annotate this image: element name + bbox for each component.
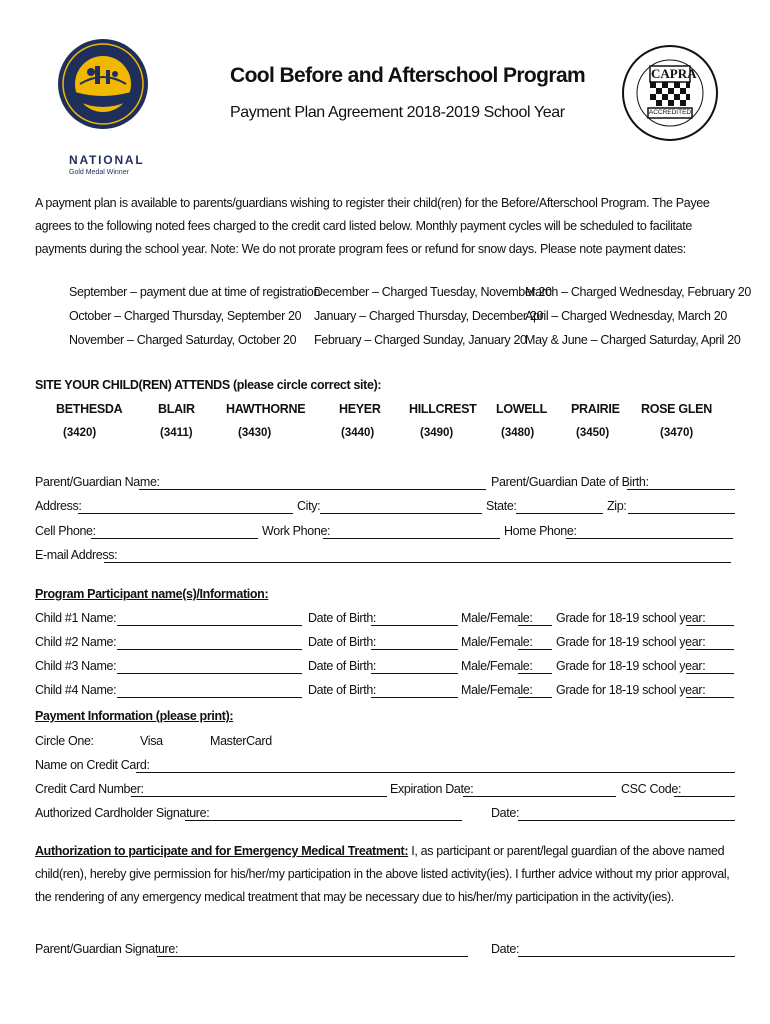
guardian-signature-date-field[interactable]	[518, 956, 735, 957]
work-phone-field[interactable]	[323, 538, 500, 539]
address-field[interactable]	[78, 513, 293, 514]
site-code: (3420)	[63, 427, 97, 439]
child-dob-label: Date of Birth:	[308, 659, 377, 673]
site-code: (3470)	[660, 427, 694, 439]
guardian-dob-field[interactable]	[627, 489, 735, 490]
authorization-text: I, as participant or parent/legal guardian of the above named child(ren), hereby give permission for his/her/my participation in the above listed activity(ies). I further advice without my prior approval, the rendering of any emergency medical treatment that may be necessary due to his/her/my participation in the activity(ies).	[35, 844, 730, 904]
payment-date: September – payment due at time of registration	[69, 285, 321, 299]
circle-one-label: Circle One:	[35, 734, 94, 748]
logo-award: Gold Medal Winner	[69, 169, 129, 176]
site-code: (3480)	[501, 427, 535, 439]
visa-option[interactable]: Visa	[140, 734, 163, 748]
child-dob-field[interactable]	[371, 697, 458, 698]
child-sex-label: Male/Female:	[461, 683, 533, 697]
csc-label: CSC Code:	[621, 782, 682, 796]
home-phone-field[interactable]	[566, 538, 733, 539]
state-field[interactable]	[516, 513, 603, 514]
waukesha-seal-icon	[58, 22, 148, 152]
payment-heading: Payment Information (please print):	[35, 709, 234, 723]
capra-accreditation-logo	[620, 28, 720, 158]
guardian-signature-label: Parent/Guardian Signature:	[35, 942, 179, 956]
cardholder-date-field[interactable]	[518, 820, 735, 821]
child-name-field[interactable]	[117, 673, 302, 674]
site-blair[interactable]: BLAIR	[158, 402, 195, 416]
accredited-label: ACCREDITED	[648, 109, 692, 116]
child-dob-field[interactable]	[371, 649, 458, 650]
site-code: (3430)	[238, 427, 272, 439]
child-name-field[interactable]	[117, 697, 302, 698]
participants-heading: Program Participant name(s)/Information:	[35, 587, 269, 601]
guardian-signature-field[interactable]	[157, 956, 468, 957]
expiration-label: Expiration Date:	[390, 782, 474, 796]
site-code: (3411)	[160, 427, 193, 439]
child-grade-field[interactable]	[686, 625, 734, 626]
child-name-label: Child #1 Name:	[35, 611, 117, 625]
payment-date: December – Charged Tuesday, November 20	[314, 285, 552, 299]
logo-national: NATIONAL	[69, 153, 145, 167]
logo-ring-top-text: CITY OF WAUKESHA	[72, 34, 146, 41]
child-sex-label: Male/Female:	[461, 659, 533, 673]
site-heyer[interactable]: HEYER	[339, 402, 381, 416]
site-lowell[interactable]: LOWELL	[496, 402, 547, 416]
email-field[interactable]	[104, 562, 731, 563]
card-name-label: Name on Credit Card:	[35, 758, 150, 772]
cardholder-signature-label: Authorized Cardholder Signature:	[35, 806, 210, 820]
authorization-heading: Authorization to participate and for Emergency Medical Treatment:	[35, 844, 409, 858]
child-grade-label: Grade for 18-19 school year:	[556, 635, 706, 649]
guardian-name-field[interactable]	[139, 489, 486, 490]
guardian-signature-date-label: Date:	[491, 942, 520, 956]
child-dob-field[interactable]	[371, 673, 458, 674]
email-label: E-mail Address:	[35, 548, 118, 562]
child-grade-label: Grade for 18-19 school year:	[556, 683, 706, 697]
site-code: (3450)	[576, 427, 610, 439]
card-number-label: Credit Card Number:	[35, 782, 144, 796]
guardian-dob-label: Parent/Guardian Date of Birth:	[491, 475, 649, 489]
child-grade-field[interactable]	[686, 697, 734, 698]
site-hawthorne[interactable]: HAWTHORNE	[226, 402, 306, 416]
payment-date: May & June – Charged Saturday, April 20	[525, 333, 741, 347]
payment-dates-col-1	[69, 280, 320, 352]
home-phone-label: Home Phone:	[504, 524, 577, 538]
payment-date: October – Charged Thursday, September 20	[69, 309, 302, 323]
child-sex-field[interactable]	[518, 649, 552, 650]
payment-date: March – Charged Wednesday, February 20	[525, 285, 751, 299]
payment-dates-col-2	[314, 280, 552, 352]
child-sex-field[interactable]	[518, 697, 552, 698]
cardholder-signature-field[interactable]	[185, 820, 462, 821]
cell-phone-label: Cell Phone:	[35, 524, 96, 538]
site-prairie[interactable]: PRAIRIE	[571, 402, 620, 416]
site-bethesda[interactable]: BETHESDA	[56, 402, 123, 416]
payment-dates-col-3	[525, 280, 751, 352]
city-of-waukesha-logo	[58, 22, 148, 176]
child-name-field[interactable]	[117, 649, 302, 650]
child-grade-label: Grade for 18-19 school year:	[556, 611, 706, 625]
intro-paragraph: A payment plan is available to parents/guardians wishing to register their child(ren) for the Before/Afterschool Program. The Payee agrees to the following noted fees charged to the credit card listed below. Monthly payment cycles will be scheduled to facilitate payments during the school year. Note: We do not prorate program fees or refund for snow days. Please note payment dates:	[35, 196, 710, 256]
site-code: (3440)	[341, 427, 375, 439]
address-label: Address:	[35, 499, 82, 513]
authorization-paragraph	[35, 840, 740, 909]
participant-row-3	[0, 659, 770, 679]
child-sex-label: Male/Female:	[461, 611, 533, 625]
city-label: City:	[297, 499, 321, 513]
participant-row-2	[0, 635, 770, 655]
participant-row-1	[0, 611, 770, 631]
page-title: Cool Before and Afterschool Program	[230, 64, 586, 87]
page-subtitle: Payment Plan Agreement 2018-2019 School Year	[230, 104, 565, 121]
payment-date: April – Charged Wednesday, March 20	[525, 309, 727, 323]
payment-date: February – Charged Sunday, January 20	[314, 333, 527, 347]
work-phone-label: Work Phone:	[262, 524, 331, 538]
payment-date: January – Charged Thursday, December 20	[314, 309, 544, 323]
child-dob-label: Date of Birth:	[308, 611, 377, 625]
capra-seal-icon	[620, 28, 720, 158]
child-dob-label: Date of Birth:	[308, 683, 377, 697]
site-rose-glen[interactable]: ROSE GLEN	[641, 402, 712, 416]
child-name-label: Child #4 Name:	[35, 683, 117, 697]
site-code: (3490)	[420, 427, 454, 439]
card-name-field[interactable]	[136, 772, 735, 773]
csc-field[interactable]	[674, 796, 735, 797]
child-sex-field[interactable]	[518, 625, 552, 626]
expiration-field[interactable]	[463, 796, 616, 797]
child-name-label: Child #3 Name:	[35, 659, 117, 673]
zip-field[interactable]	[628, 513, 735, 514]
participant-row-4	[0, 683, 770, 703]
cell-phone-field[interactable]	[91, 538, 258, 539]
child-grade-field[interactable]	[686, 649, 734, 650]
payment-date: November – Charged Saturday, October 20	[69, 333, 297, 347]
child-grade-label: Grade for 18-19 school year:	[556, 659, 706, 673]
child-sex-label: Male/Female:	[461, 635, 533, 649]
card-number-field[interactable]	[131, 796, 387, 797]
child-name-label: Child #2 Name:	[35, 635, 117, 649]
cardholder-date-label: Date:	[491, 806, 520, 820]
state-label: State:	[486, 499, 517, 513]
child-dob-label: Date of Birth:	[308, 635, 377, 649]
capra-label: CAPRA	[651, 66, 697, 81]
city-field[interactable]	[320, 513, 482, 514]
site-hillcrest[interactable]: HILLCREST	[409, 402, 477, 416]
child-name-field[interactable]	[117, 625, 302, 626]
sites-heading: SITE YOUR CHILD(REN) ATTENDS (please circle correct site):	[35, 378, 382, 392]
guardian-name-label: Parent/Guardian Name:	[35, 475, 160, 489]
child-sex-field[interactable]	[518, 673, 552, 674]
zip-label: Zip:	[607, 499, 627, 513]
child-dob-field[interactable]	[371, 625, 458, 626]
mastercard-option[interactable]: MasterCard	[210, 734, 272, 748]
child-grade-field[interactable]	[686, 673, 734, 674]
